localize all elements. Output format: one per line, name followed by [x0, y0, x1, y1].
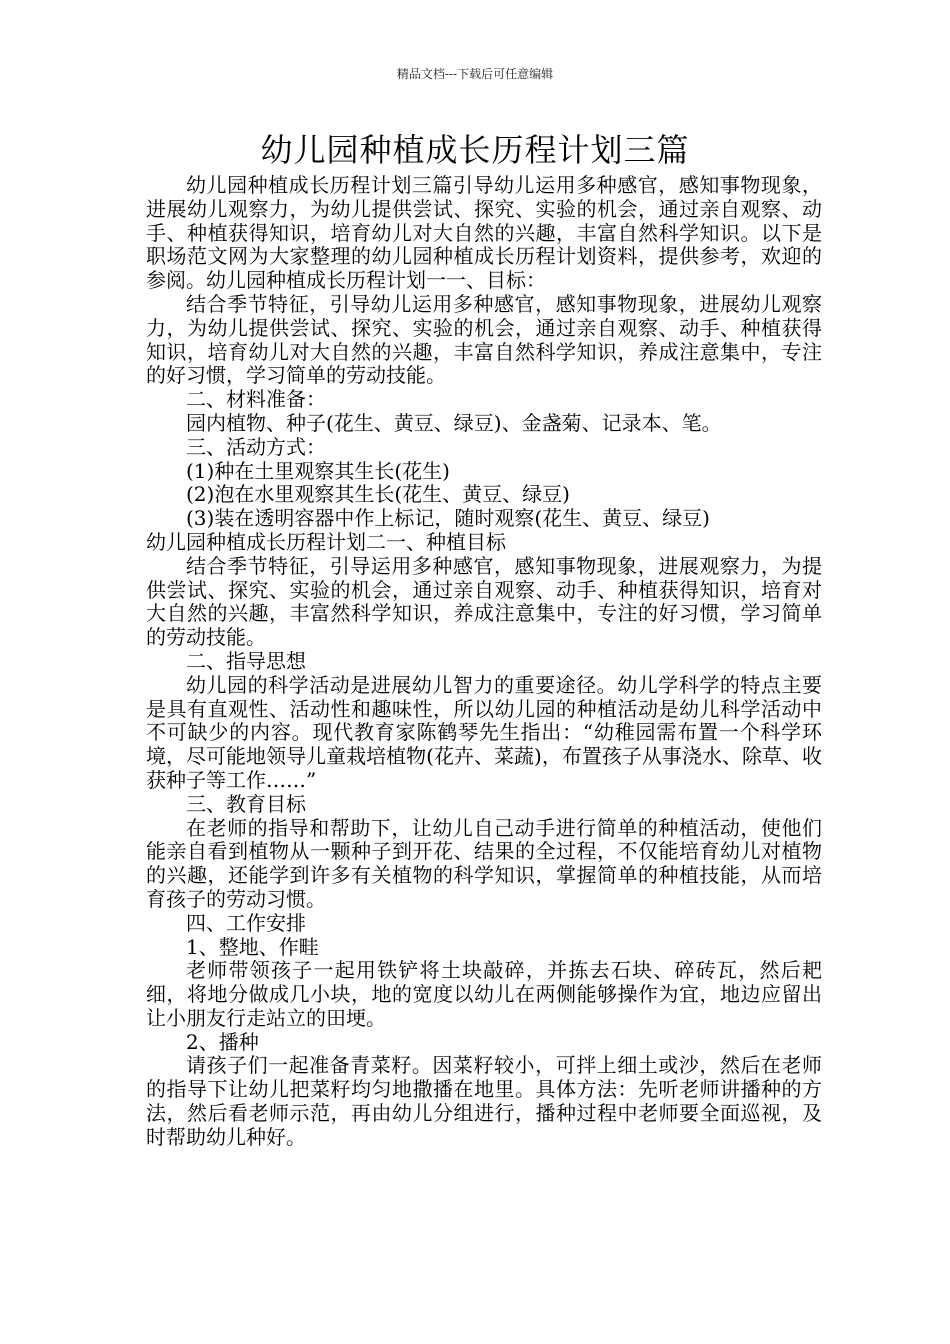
page-header: 精品文档---下载后可任意编辑: [396, 67, 554, 81]
list-item-method-2: (2)泡在水里观察其生长(花生、黄豆、绿豆): [186, 482, 570, 507]
heading-guiding-idea: 二、指导思想: [186, 648, 306, 673]
heading-materials: 二、材料准备：: [186, 387, 326, 412]
paragraph-goal-2: 结合季节特征，引导运用多种感官，感知事物现象，进展观察力，为提供尝试、探究、实验的机会，通过亲自观察、动手、种植获得知识，培育对大自然的兴趣，丰富然科学知识，养成注意集中，专注的好习惯，学习简单的劳动技能。: [146, 553, 822, 650]
heading-prepare-land: 1、整地、作畦: [186, 934, 319, 959]
document-title: 幼儿园种植成长历程计划三篇: [260, 131, 690, 169]
paragraph-prepare-land: 老师带领孩子一起用铁铲将土块敲碎，并拣去石块、碎砖瓦，然后耙细，将地分做成几小块，地的宽度以幼儿在两侧能够操作为宜，地边应留出让小朋友行走站立的田埂。: [146, 958, 822, 1030]
paragraph-intro: 幼儿园种植成长历程计划三篇引导幼儿运用多种感官，感知事物现象，进展幼儿观察力，为幼儿提供尝试、探究、实验的机会，通过亲自观察、动手、种植获得知识，培育幼儿对大自然的兴趣，丰富自然科学知识。以下是职场范文网为大家整理的幼儿园种植成长历程计划资料，提供参考，欢迎的参阅。幼儿园种植成长历程计划一一、目标：: [146, 173, 822, 293]
heading-plan-2: 幼儿园种植成长历程计划二一、种植目标: [146, 529, 506, 554]
document-body: [146, 174, 822, 1150]
list-item-method-3: (3)装在透明容器中作上标记，随时观察(花生、黄豆、绿豆): [186, 506, 710, 531]
paragraph-education-goal: 在老师的指导和帮助下，让幼儿自己动手进行简单的种植活动，使他们能亲自看到植物从一颗种子到开花、结果的全过程，不仅能培育幼儿对植物的兴趣，还能学到许多有关植物的科学知识，掌握简单的种植技能，从而培育孩子的劳动习惯。: [146, 815, 822, 911]
paragraph-materials: 园内植物、种子(花生、黄豆、绿豆)、金盏菊、记录本、笔。: [186, 410, 722, 435]
paragraph-guiding-idea: 幼儿园的科学活动是进展幼儿智力的重要途径。幼儿学科学的特点主要是具有直观性、活动性和趣味性，所以幼儿园的种植活动是幼儿科学活动中不可缺少的内容。现代教育家陈鹤琴先生指出：“幼稚园需布置一个科学环境，尽可能地领导儿童栽培植物(花卉、菜蔬)，布置孩子从事浇水、除草、收获种子等工作……”: [146, 672, 822, 792]
list-item-method-1: (1)种在土里观察其生长(花生): [186, 458, 450, 483]
heading-work-arrangement: 四、工作安排: [186, 910, 306, 935]
heading-education-goal: 三、教育目标: [186, 791, 306, 816]
heading-activity-methods: 三、活动方式：: [186, 434, 326, 459]
heading-sowing: 2、播种: [186, 1029, 259, 1054]
paragraph-sowing: 请孩子们一起准备青菜籽。因菜籽较小，可拌上细土或沙，然后在老师的指导下让幼儿把菜籽均匀地撒播在地里。具体方法：先听老师讲播种的方法，然后看老师示范，再由幼儿分组进行，播种过程中老师要全面巡视，及时帮助幼儿种好。: [146, 1053, 822, 1149]
paragraph-goal-1: 结合季节特征，引导幼儿运用多种感官，感知事物现象，进展幼儿观察力，为幼儿提供尝试、探究、实验的机会，通过亲自观察、动手、种植获得知识，培育幼儿对大自然的兴趣，丰富自然科学知识，养成注意集中，专注的好习惯，学习简单的劳动技能。: [146, 291, 822, 388]
